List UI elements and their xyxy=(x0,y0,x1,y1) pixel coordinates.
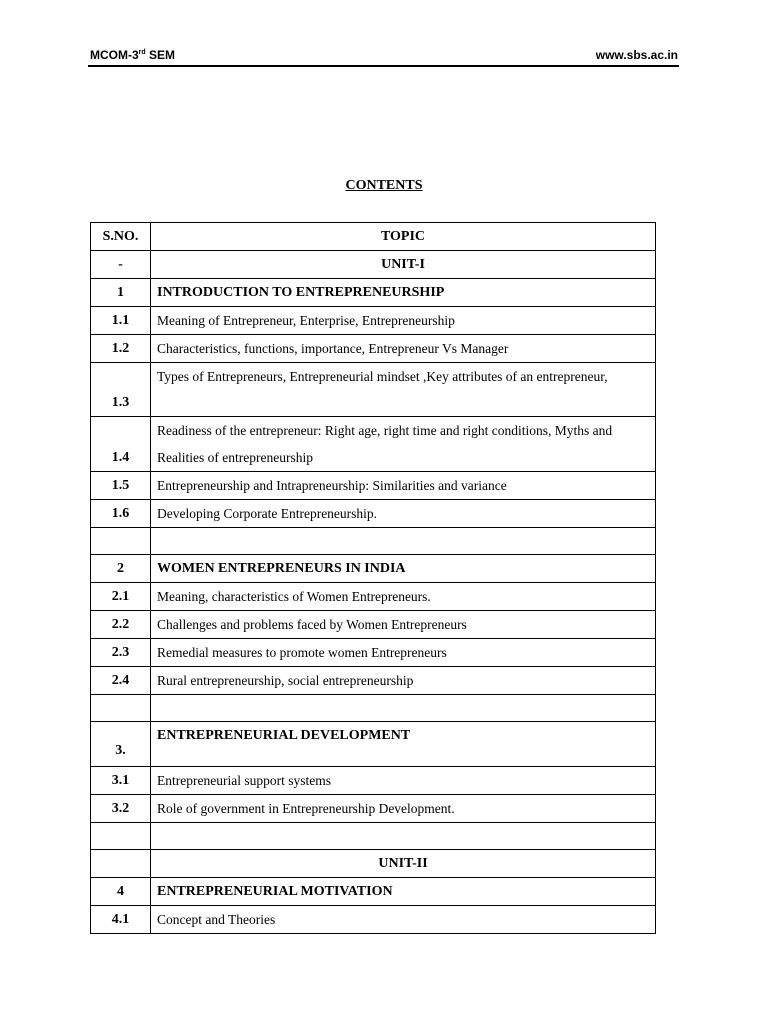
topic-cell: Role of government in Entrepreneurship Development. xyxy=(151,795,656,823)
header-divider xyxy=(88,65,679,67)
topic-cell: Meaning, characteristics of Women Entrepreneurs. xyxy=(151,583,656,611)
contents-table xyxy=(90,222,656,934)
topic-cell xyxy=(151,528,656,555)
unit-heading: UNIT-I xyxy=(151,251,656,279)
table-row xyxy=(91,555,656,583)
topic-cell: Characteristics, functions, importance, Entrepreneur Vs Manager xyxy=(151,335,656,363)
column-header-sno: S.NO. xyxy=(91,223,151,251)
row-number xyxy=(91,850,151,878)
row-number: 3. xyxy=(91,722,151,767)
topic-cell: Remedial measures to promote women Entrepreneurs xyxy=(151,639,656,667)
table-row xyxy=(91,823,656,850)
row-number xyxy=(91,528,151,555)
table-row xyxy=(91,307,656,335)
section-heading: ENTREPRENEURIAL MOTIVATION xyxy=(151,878,656,906)
unit-heading: UNIT-II xyxy=(151,850,656,878)
table-row xyxy=(91,906,656,934)
course-ordinal: rd xyxy=(138,49,146,56)
topic-cell: Rural entrepreneurship, social entrepreneurship xyxy=(151,667,656,695)
website-url: www.sbs.ac.in xyxy=(595,48,678,62)
topic-cell: Types of Entrepreneurs, Entrepreneurial mindset ,Key attributes of an entrepreneur, xyxy=(151,363,656,417)
table-row xyxy=(91,611,656,639)
topic-cell: Developing Corporate Entrepreneurship. xyxy=(151,500,656,528)
table-row xyxy=(91,472,656,500)
table-row xyxy=(91,695,656,722)
row-number: 3.2 xyxy=(91,795,151,823)
topic-cell: Entrepreneurship and Intrapreneurship: Similarities and variance xyxy=(151,472,656,500)
page-header xyxy=(90,46,678,66)
row-number: 4.1 xyxy=(91,906,151,934)
topic-cell: Meaning of Entrepreneur, Enterprise, Entrepreneurship xyxy=(151,307,656,335)
table-row xyxy=(91,722,656,767)
row-number: 3.1 xyxy=(91,767,151,795)
table-header-row xyxy=(91,223,656,251)
table-row xyxy=(91,667,656,695)
topic-cell: Concept and Theories xyxy=(151,906,656,934)
table-row xyxy=(91,795,656,823)
topic-cell: Readiness of the entrepreneur: Right age, right time and right conditions, Myths and Realities of entrepreneurship xyxy=(151,417,656,472)
row-number: 2.1 xyxy=(91,583,151,611)
course-code: MCOM-3 xyxy=(90,48,139,62)
page-title: CONTENTS xyxy=(345,178,423,193)
row-number: - xyxy=(91,251,151,279)
topic-cell xyxy=(151,695,656,722)
row-number: 2 xyxy=(91,555,151,583)
table-row xyxy=(91,850,656,878)
row-number: 1.6 xyxy=(91,500,151,528)
row-number: 1.3 xyxy=(91,363,151,417)
row-number: 1 xyxy=(91,279,151,307)
row-number: 2.3 xyxy=(91,639,151,667)
table-row xyxy=(91,417,656,472)
table-row xyxy=(91,639,656,667)
section-heading: WOMEN ENTREPRENEURS IN INDIA xyxy=(151,555,656,583)
column-header-topic: TOPIC xyxy=(151,223,656,251)
table-row xyxy=(91,878,656,906)
topic-cell xyxy=(151,823,656,850)
row-number xyxy=(91,823,151,850)
topic-cell: Entrepreneurial support systems xyxy=(151,767,656,795)
table-row xyxy=(91,251,656,279)
table-row xyxy=(91,500,656,528)
course-label xyxy=(90,48,175,62)
row-number: 1.1 xyxy=(91,307,151,335)
section-heading: ENTREPRENEURIAL DEVELOPMENT xyxy=(151,722,656,767)
table-row xyxy=(91,363,656,417)
row-number: 2.4 xyxy=(91,667,151,695)
table-row xyxy=(91,335,656,363)
row-number: 1.4 xyxy=(91,417,151,472)
topic-cell: Challenges and problems faced by Women Entrepreneurs xyxy=(151,611,656,639)
table-row xyxy=(91,583,656,611)
table-row xyxy=(91,528,656,555)
row-number: 1.2 xyxy=(91,335,151,363)
row-number: 2.2 xyxy=(91,611,151,639)
row-number: 4 xyxy=(91,878,151,906)
row-number: 1.5 xyxy=(91,472,151,500)
table-row xyxy=(91,279,656,307)
row-number xyxy=(91,695,151,722)
table-row xyxy=(91,767,656,795)
course-semester: SEM xyxy=(145,48,176,62)
section-heading: INTRODUCTION TO ENTREPRENEURSHIP xyxy=(151,279,656,307)
